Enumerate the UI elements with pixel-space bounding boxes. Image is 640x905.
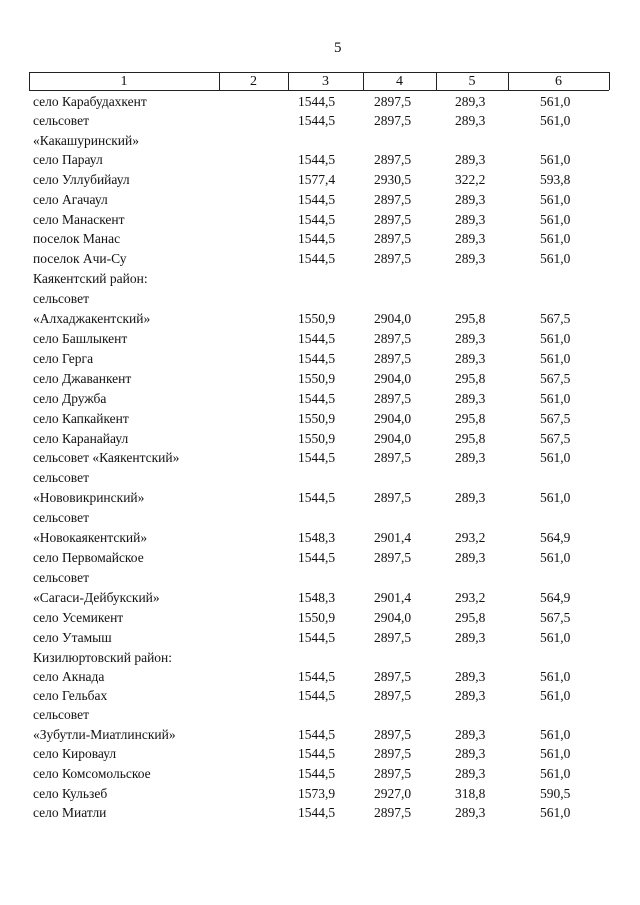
row-label: сельсовет xyxy=(33,113,89,128)
value-col-4: 2897,5 xyxy=(374,212,412,227)
value-col-6: 561,0 xyxy=(540,727,571,742)
table-row xyxy=(0,686,640,706)
value-col-6: 561,0 xyxy=(540,630,571,645)
value-col-5: 289,3 xyxy=(455,192,486,207)
value-col-3: 1548,3 xyxy=(298,590,336,605)
value-col-3: 1544,5 xyxy=(298,766,336,781)
value-col-5: 289,3 xyxy=(455,152,486,167)
value-col-3: 1550,9 xyxy=(298,371,336,386)
value-col-3: 1544,5 xyxy=(298,550,336,565)
value-col-5: 295,8 xyxy=(455,431,486,446)
value-col-5: 289,3 xyxy=(455,550,486,565)
row-label: «Зубутли-Миатлинский» xyxy=(33,727,176,742)
value-col-4: 2897,5 xyxy=(374,630,412,645)
table-row xyxy=(0,170,640,190)
column-header-5: 5 xyxy=(468,74,476,89)
value-col-5: 289,3 xyxy=(455,766,486,781)
table-row xyxy=(0,369,640,389)
value-col-5: 289,3 xyxy=(455,212,486,227)
value-col-4: 2897,5 xyxy=(374,805,412,820)
value-col-3: 1544,5 xyxy=(298,94,336,109)
value-col-5: 295,8 xyxy=(455,411,486,426)
table-row xyxy=(0,150,640,170)
row-label: село Миатли xyxy=(33,805,107,820)
value-col-4: 2897,5 xyxy=(374,727,412,742)
row-label: село Утамыш xyxy=(33,630,112,645)
page-number: 5 xyxy=(334,40,342,56)
value-col-4: 2897,5 xyxy=(374,152,412,167)
table-row xyxy=(0,131,640,151)
value-col-6: 561,0 xyxy=(540,94,571,109)
value-col-4: 2897,5 xyxy=(374,331,412,346)
value-col-5: 289,3 xyxy=(455,94,486,109)
value-col-6: 561,0 xyxy=(540,669,571,684)
table-row xyxy=(0,488,640,508)
row-label: село Первомайское xyxy=(33,550,144,565)
row-label: село Гельбах xyxy=(33,688,108,703)
row-label: село Уллубийаул xyxy=(33,172,130,187)
value-col-3: 1573,9 xyxy=(298,786,336,801)
row-label: сельсовет xyxy=(33,291,89,306)
column-header-1: 1 xyxy=(120,74,128,89)
value-col-3: 1544,5 xyxy=(298,746,336,761)
value-col-4: 2904,0 xyxy=(374,311,412,326)
row-label: село Каранайаул xyxy=(33,431,129,446)
value-col-3: 1544,5 xyxy=(298,727,336,742)
value-col-4: 2897,5 xyxy=(374,490,412,505)
table-row xyxy=(0,648,640,668)
value-col-5: 289,3 xyxy=(455,450,486,465)
row-label: село Комсомольское xyxy=(33,766,151,781)
value-col-4: 2904,0 xyxy=(374,371,412,386)
value-col-3: 1550,9 xyxy=(298,311,336,326)
table-row xyxy=(0,548,640,568)
table-row xyxy=(0,329,640,349)
value-col-6: 564,9 xyxy=(540,530,571,545)
value-col-5: 289,3 xyxy=(455,688,486,703)
row-label: село Кульзеб xyxy=(33,786,108,801)
value-col-5: 289,3 xyxy=(455,351,486,366)
table-row xyxy=(0,705,640,725)
value-col-6: 561,0 xyxy=(540,490,571,505)
row-label: село Герга xyxy=(33,351,94,366)
value-col-5: 293,2 xyxy=(455,530,486,545)
table-row xyxy=(0,269,640,289)
value-col-6: 561,0 xyxy=(540,550,571,565)
value-col-4: 2897,5 xyxy=(374,746,412,761)
header-divider xyxy=(609,72,610,90)
value-col-6: 567,5 xyxy=(540,431,571,446)
table-row xyxy=(0,588,640,608)
row-label: село Кироваул xyxy=(33,746,117,761)
value-col-3: 1544,5 xyxy=(298,490,336,505)
value-col-5: 295,8 xyxy=(455,311,486,326)
value-col-6: 564,9 xyxy=(540,590,571,605)
value-col-3: 1544,5 xyxy=(298,391,336,406)
value-col-4: 2897,5 xyxy=(374,351,412,366)
value-col-3: 1544,5 xyxy=(298,192,336,207)
row-label: село Башлыкент xyxy=(33,331,128,346)
value-col-4: 2897,5 xyxy=(374,688,412,703)
row-label: село Усемикент xyxy=(33,610,124,625)
row-label: село Карабудахкент xyxy=(33,94,147,109)
value-col-3: 1544,5 xyxy=(298,688,336,703)
table-row xyxy=(0,309,640,329)
table-row xyxy=(0,448,640,468)
value-col-3: 1544,5 xyxy=(298,331,336,346)
value-col-3: 1544,5 xyxy=(298,351,336,366)
value-col-4: 2897,5 xyxy=(374,113,412,128)
value-col-4: 2901,4 xyxy=(374,530,412,545)
row-label: сельсовет xyxy=(33,570,89,585)
value-col-6: 561,0 xyxy=(540,231,571,246)
value-col-4: 2897,5 xyxy=(374,669,412,684)
value-col-6: 561,0 xyxy=(540,746,571,761)
value-col-6: 567,5 xyxy=(540,311,571,326)
value-col-6: 561,0 xyxy=(540,331,571,346)
value-col-4: 2904,0 xyxy=(374,411,412,426)
value-col-4: 2927,0 xyxy=(374,786,412,801)
value-col-6: 561,0 xyxy=(540,251,571,266)
row-label: село Манаскент xyxy=(33,212,125,227)
column-header-6: 6 xyxy=(555,74,562,89)
table-row xyxy=(0,608,640,628)
value-col-3: 1544,5 xyxy=(298,630,336,645)
value-col-5: 289,3 xyxy=(455,231,486,246)
value-col-6: 561,0 xyxy=(540,351,571,366)
table-row xyxy=(0,389,640,409)
value-col-6: 561,0 xyxy=(540,688,571,703)
value-col-6: 561,0 xyxy=(540,152,571,167)
value-col-4: 2897,5 xyxy=(374,550,412,565)
value-col-3: 1544,5 xyxy=(298,450,336,465)
table-row xyxy=(0,249,640,269)
column-header-4: 4 xyxy=(396,74,403,89)
value-col-3: 1544,5 xyxy=(298,251,336,266)
value-col-4: 2904,0 xyxy=(374,610,412,625)
value-col-4: 2930,5 xyxy=(374,172,412,187)
value-col-5: 289,3 xyxy=(455,746,486,761)
value-col-6: 561,0 xyxy=(540,766,571,781)
value-col-3: 1544,5 xyxy=(298,231,336,246)
table-row xyxy=(0,628,640,648)
table-row xyxy=(0,111,640,131)
value-col-6: 561,0 xyxy=(540,212,571,227)
value-col-3: 1544,5 xyxy=(298,805,336,820)
table-row xyxy=(0,744,640,764)
value-col-3: 1544,5 xyxy=(298,113,336,128)
table-row xyxy=(0,229,640,249)
value-col-6: 567,5 xyxy=(540,411,571,426)
value-col-5: 293,2 xyxy=(455,590,486,605)
value-col-5: 289,3 xyxy=(455,805,486,820)
row-label: село Капкайкент xyxy=(33,411,129,426)
row-label: село Джаванкент xyxy=(33,371,132,386)
value-col-3: 1550,9 xyxy=(298,411,336,426)
value-col-5: 289,3 xyxy=(455,630,486,645)
row-label: «Новокаякентский» xyxy=(33,530,148,545)
table-row xyxy=(0,429,640,449)
value-col-4: 2897,5 xyxy=(374,450,412,465)
row-label: «Какашуринский» xyxy=(33,133,140,148)
row-label: сельсовет xyxy=(33,510,89,525)
table-row xyxy=(0,468,640,488)
value-col-4: 2897,5 xyxy=(374,231,412,246)
value-col-3: 1544,5 xyxy=(298,669,336,684)
table-row xyxy=(0,289,640,309)
value-col-4: 2897,5 xyxy=(374,192,412,207)
value-col-5: 289,3 xyxy=(455,727,486,742)
value-col-6: 567,5 xyxy=(540,371,571,386)
value-col-6: 567,5 xyxy=(540,610,571,625)
table-row xyxy=(0,190,640,210)
value-col-6: 561,0 xyxy=(540,805,571,820)
row-label: сельсовет xyxy=(33,470,89,485)
table-row xyxy=(0,803,640,823)
column-header-3: 3 xyxy=(322,74,329,89)
value-col-5: 318,8 xyxy=(455,786,486,801)
row-label: поселок Манас xyxy=(33,231,121,246)
row-label: село Параул xyxy=(33,152,103,167)
value-col-4: 2904,0 xyxy=(374,431,412,446)
value-col-6: 593,8 xyxy=(540,172,571,187)
column-header-2: 2 xyxy=(250,74,257,89)
row-label: поселок Ачи-Су xyxy=(33,251,127,266)
value-col-5: 289,3 xyxy=(455,391,486,406)
row-label: Кизилюртовский район: xyxy=(33,650,173,665)
value-col-5: 295,8 xyxy=(455,610,486,625)
row-label: «Сагаси-Дейбукский» xyxy=(33,590,160,605)
value-col-4: 2897,5 xyxy=(374,94,412,109)
value-col-4: 2901,4 xyxy=(374,590,412,605)
table-row xyxy=(0,409,640,429)
value-col-6: 561,0 xyxy=(540,113,571,128)
value-col-3: 1550,9 xyxy=(298,610,336,625)
table-row xyxy=(0,568,640,588)
table-row xyxy=(0,784,640,804)
value-col-5: 289,3 xyxy=(455,251,486,266)
header-top-rule xyxy=(29,72,609,73)
value-col-5: 289,3 xyxy=(455,490,486,505)
value-col-3: 1550,9 xyxy=(298,431,336,446)
row-label: сельсовет «Каякентский» xyxy=(33,450,180,465)
value-col-5: 322,2 xyxy=(455,172,486,187)
value-col-3: 1544,5 xyxy=(298,152,336,167)
value-col-4: 2897,5 xyxy=(374,251,412,266)
value-col-6: 561,0 xyxy=(540,450,571,465)
table-row xyxy=(0,667,640,687)
row-label: село Дружба xyxy=(33,391,107,406)
table-row xyxy=(0,725,640,745)
row-label: «Алхаджакентский» xyxy=(33,311,151,326)
value-col-3: 1544,5 xyxy=(298,212,336,227)
value-col-5: 289,3 xyxy=(455,113,486,128)
row-label: Каякентский район: xyxy=(33,271,148,286)
value-col-5: 289,3 xyxy=(455,331,486,346)
value-col-6: 561,0 xyxy=(540,192,571,207)
table-row xyxy=(0,349,640,369)
value-col-6: 590,5 xyxy=(540,786,571,801)
value-col-6: 561,0 xyxy=(540,391,571,406)
table-row xyxy=(0,210,640,230)
value-col-4: 2897,5 xyxy=(374,391,412,406)
table-row xyxy=(0,92,640,112)
value-col-5: 289,3 xyxy=(455,669,486,684)
table-row xyxy=(0,528,640,548)
row-label: село Акнада xyxy=(33,669,105,684)
value-col-3: 1548,3 xyxy=(298,530,336,545)
header-bottom-rule xyxy=(29,90,609,91)
row-label: сельсовет xyxy=(33,707,89,722)
row-label: село Агачаул xyxy=(33,192,108,207)
value-col-3: 1577,4 xyxy=(298,172,336,187)
row-label: «Нововикринский» xyxy=(33,490,145,505)
table-row xyxy=(0,508,640,528)
value-col-4: 2897,5 xyxy=(374,766,412,781)
table-row xyxy=(0,764,640,784)
value-col-5: 295,8 xyxy=(455,371,486,386)
